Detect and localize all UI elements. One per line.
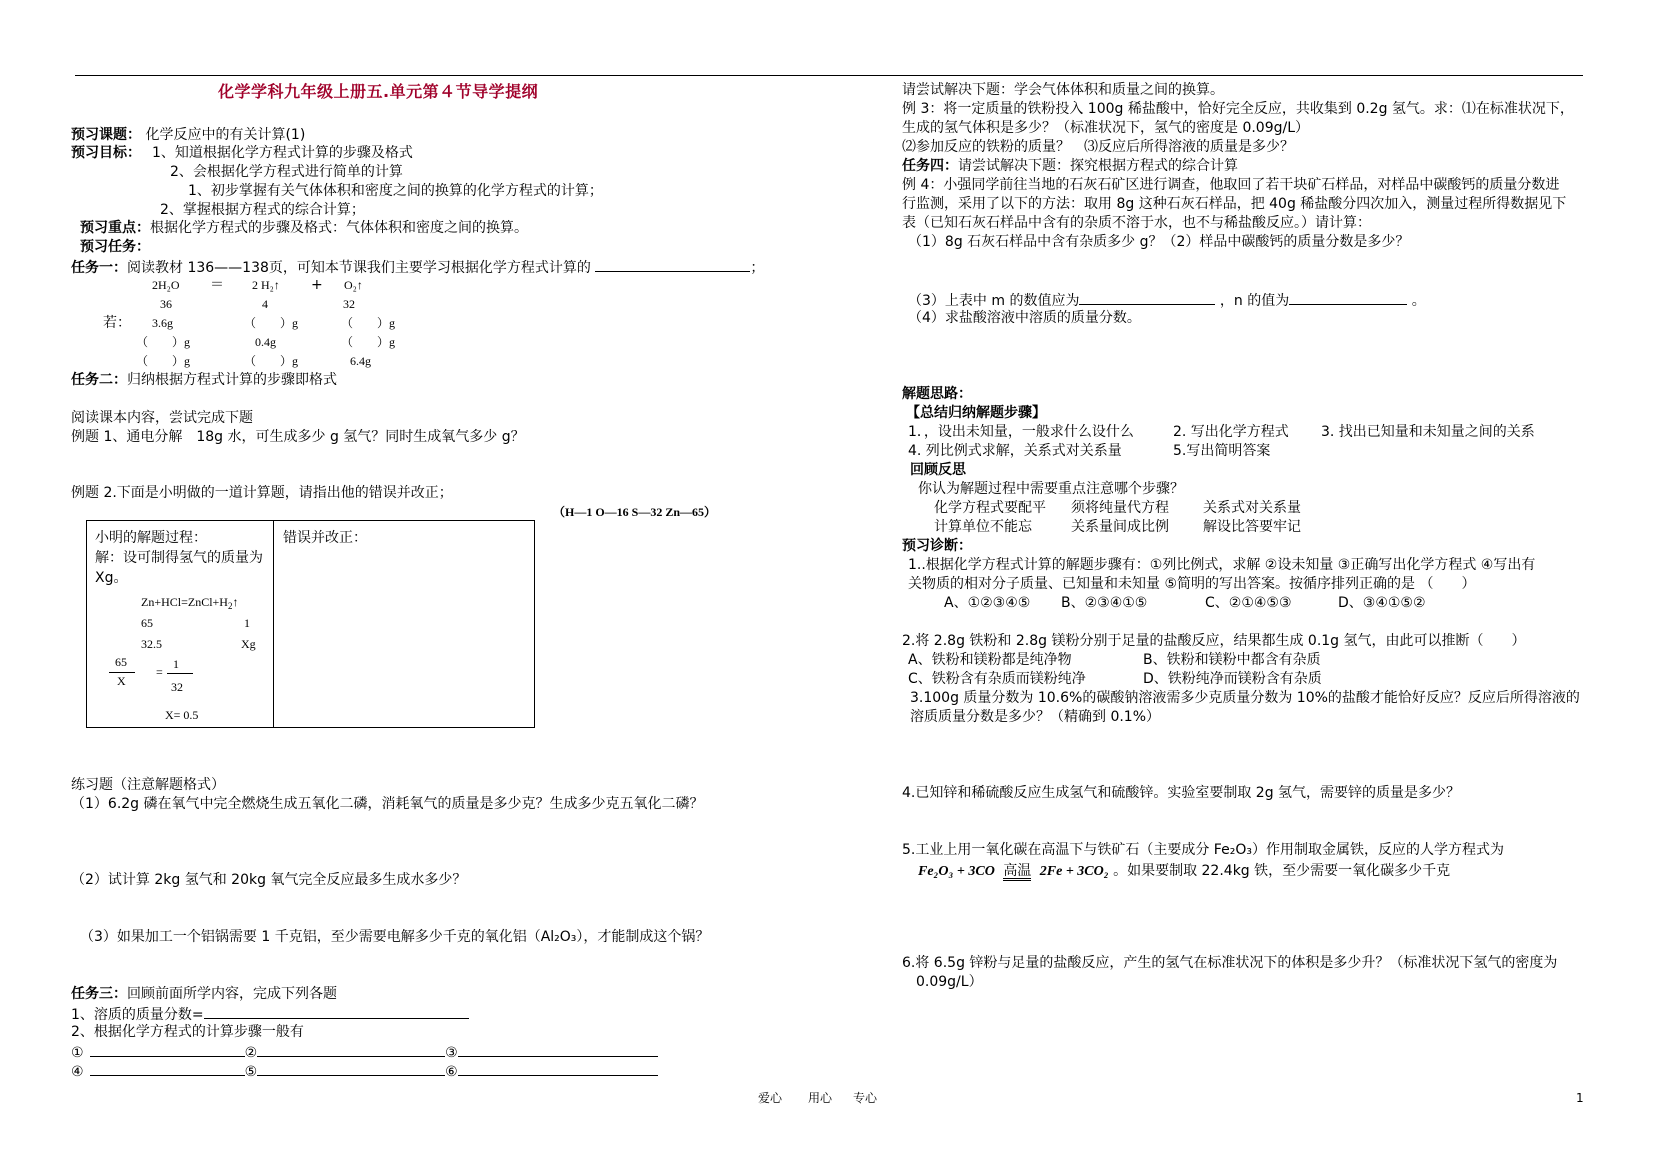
diag-4: 4.已知锌和稀硫酸反应生成氢气和硫酸锌。实验室要制取 2g 氢气，需要锌的质量是多少？ xyxy=(902,785,1461,801)
review-1a: 化学方程式要配平 xyxy=(934,500,1046,516)
question-3-line xyxy=(908,290,1426,310)
mass-fraction-blank[interactable] xyxy=(204,1004,469,1019)
task4-text: 请尝试解决下题：探究根据方程式的综合计算 xyxy=(958,158,1238,174)
practice-1: （1）6.2g 磷在氧气中完全燃烧生成五氧化二磷，消耗氧气的质量是多少克？生成多少克五氧化二磷？ xyxy=(71,796,704,812)
review-heading: 回顾反思 xyxy=(910,462,966,478)
step-2-marker: ② xyxy=(244,1045,258,1061)
diagnosis-heading: 预习诊断： xyxy=(902,538,972,554)
summary-step-4: 4. 列比例式求解，关系式对关系量 xyxy=(908,443,1122,459)
step-2-blank[interactable] xyxy=(257,1042,445,1057)
diag-5-line-2: 。如果要制取 22.4kg 铁，至少需要一氧化碳多少千克 xyxy=(1113,863,1451,879)
box-left-title: 小明的解题过程： xyxy=(95,530,207,546)
task3-text: 回顾前面所学内容，完成下列各题 xyxy=(127,986,337,1002)
diag-1-option-c: C、②①④⑤③ xyxy=(1205,595,1292,611)
diag-1-option-a: A、①②③④⑤ xyxy=(944,595,1031,611)
topic-line xyxy=(71,126,305,144)
example-4-line-3: 表（已知石灰石样品中含有的杂质不溶于水，也不与稀盐酸反应。）请计算： xyxy=(902,215,1371,231)
box-frac2-bottom: 32 xyxy=(171,680,183,694)
example-1: 例题 1、通电分解 18g 水，可生成多少 g 氢气？同时生成氧气多少 g？ xyxy=(71,429,525,445)
solution-table xyxy=(86,520,535,728)
example-4-line-1: 例 4：小强同学前往当地的石灰石矿区进行调查，他取回了若干块矿石样品，对样品中碳酸钙的质量分数进 xyxy=(902,177,1560,193)
box-line-2: Xg。 xyxy=(95,570,128,586)
goal-2: 2、会根据化学方程式进行简单的计算 xyxy=(170,164,403,180)
eq5-reactants: Fe₂O₃ + 3CO xyxy=(918,864,995,879)
task3-item-1-text: 1、溶质的质量分数= xyxy=(71,1007,204,1023)
eq-r3c1: （ ）g xyxy=(136,354,191,368)
example-4-line-2: 行监测，采用了以下的方法：取用 8g 这种石灰石样品，把 40g 稀盐酸分四次加入，测量过程所得数据见下 xyxy=(902,196,1567,212)
atomic-masses: （H—1 O—16 S—32 Zn—65） xyxy=(553,505,717,519)
n-value-blank[interactable] xyxy=(1289,290,1407,305)
approach-heading: 解题思路： xyxy=(902,386,972,402)
diag-5-equation xyxy=(918,862,1450,881)
example-3-line-3: ⑵参加反应的铁粉的质量？ ⑶反应后所得溶液的质量是多少？ xyxy=(902,139,1294,155)
eq-r1c1: 3.6g xyxy=(152,316,173,330)
box-frac2-bar xyxy=(167,673,193,674)
header-rule xyxy=(75,75,1583,76)
diag-1-option-b: B、②③④①⑤ xyxy=(1061,595,1148,611)
summary-step-5: 5.写出简明答案 xyxy=(1173,443,1271,459)
diag-5-line-1: 5.工业上用一氧化碳在高温下与铁矿石（主要成分 Fe₂O₃）作用制取金属铁，反应的人学方程式为 xyxy=(902,842,1504,858)
task1-text: 阅读教材 136——138页，可知本节课我们主要学习根据化学方程式计算的 xyxy=(127,260,591,276)
topic-text: 化学反应中的有关计算(1) xyxy=(145,127,306,143)
practice-3: （3）如果加工一个铝锅需要 1 千克铝，至少需要电解多少千克的氧化铝（Al₂O₃），才能制成这个锅？ xyxy=(80,929,710,945)
task2-text: 归纳根据方程式计算的步骤即格式 xyxy=(127,372,337,388)
box-result: X= 0.5 xyxy=(165,708,199,722)
goal-3: 1、初步掌握有关气体体积和密度之间的换算的化学方程式的计算； xyxy=(188,183,603,199)
box-frac1-top: 65 xyxy=(115,655,127,669)
review-2a: 计算单位不能忘 xyxy=(934,519,1032,535)
page-title: 化学学科九年级上册五.单元第４节导学提纲 xyxy=(218,82,539,101)
diag-6-line-1: 6.将 6.5g 锌粉与足量的盐酸反应，产生的氢气在标准状况下的体积是多少升？（标准状况下氢气的密度为 xyxy=(902,955,1558,971)
box-reaction-text: Zn+HCl=ZnCl+H xyxy=(141,595,228,609)
step-6-blank[interactable] xyxy=(458,1061,658,1076)
box-mass-1: 1 xyxy=(244,616,250,630)
diag-2-option-b: B、铁粉和镁粉中都含有杂质 xyxy=(1143,652,1321,668)
task1-end: ； xyxy=(750,260,765,276)
eq5-products: 2Fe + 3CO₂ xyxy=(1039,864,1109,879)
example-3-line-1: 例 3：将一定质量的铁粉投入 100g 稀盐酸中，恰好完全反应，共收集到 0.2g 氢气。求：⑴在标准状况下， xyxy=(902,101,1574,117)
eq-mass-2: 4 xyxy=(262,297,268,311)
review-1b: 须将纯量代方程 xyxy=(1071,500,1169,516)
m-value-blank[interactable] xyxy=(1079,290,1215,305)
eq-h2: 2 H₂↑ xyxy=(252,278,280,292)
task4-label: 任务四： xyxy=(902,158,958,174)
summary-step-1: 1．，设出未知量，一般求什么设什么 xyxy=(908,424,1134,440)
read-instruction: 阅读课本内容，尝试完成下题 xyxy=(71,410,253,426)
eq-mass-3: 32 xyxy=(343,297,355,311)
topic-label: 预习课题： xyxy=(71,127,141,143)
review-2b: 关系量间成比例 xyxy=(1071,519,1169,535)
box-value-xg: Xg xyxy=(241,637,256,651)
step-5-blank[interactable] xyxy=(257,1061,445,1076)
eq-plus: + xyxy=(311,277,323,293)
q3-text-a: （3）上表中 m 的数值应为 xyxy=(908,293,1080,309)
steps-row-2 xyxy=(71,1061,658,1081)
step-3-marker: ③ xyxy=(445,1045,458,1061)
task3-line xyxy=(71,985,337,1003)
task1-line xyxy=(71,257,764,277)
step-4-blank[interactable] xyxy=(90,1061,245,1076)
step-4-marker: ④ xyxy=(71,1064,84,1080)
box-frac1-bottom: X xyxy=(117,674,126,688)
goal-4: 2、掌握根据方程式的综合计算； xyxy=(160,202,365,218)
goal-1: 1、知道根据化学方程式计算的步骤及格式 xyxy=(152,145,413,161)
box-right-title: 错误并改正： xyxy=(283,530,367,546)
right-intro: 请尝试解决下题：学会气体体积和质量之间的换算。 xyxy=(902,82,1224,98)
example-2: 例题 2.下面是小明做的一道计算题，请指出他的错误并改正； xyxy=(71,485,453,501)
task3-label: 任务三： xyxy=(71,986,127,1002)
box-equals: = xyxy=(156,665,163,679)
focus-line xyxy=(80,219,528,237)
eq-r1c3: （ ）g xyxy=(341,316,396,330)
summary-step-3: 3. 找出已知量和未知量之间的关系 xyxy=(1321,424,1535,440)
task1-blank[interactable] xyxy=(595,257,750,272)
diag-3-line-1: 3.100g 质量分数为 10.6%的碳酸钠溶液需多少克质量分数为 10%的盐酸才能恰好反应？反应后所得溶液的 xyxy=(910,690,1580,706)
step-1-blank[interactable] xyxy=(90,1042,245,1057)
footer-text-2: 用心 xyxy=(808,1091,833,1105)
eq-mass-1: 36 xyxy=(160,297,172,311)
eq-h2o: 2H₂O xyxy=(152,278,180,292)
diag-1-line-2: 关物质的相对分子质量、已知量和未知量 ⑤简明的写出答案。按循序排列正确的是 （ ） xyxy=(908,576,1476,592)
review-2c: 解设比答要牢记 xyxy=(1203,519,1301,535)
focus-text: 根据化学方程式的步骤及格式：气体体积和密度之间的换算。 xyxy=(150,220,528,236)
diag-1-line-1: 1..根据化学方程式计算的解题步骤有：①列比例式，求解 ②设未知量 ③正确写出化学方程式 ④写出有 xyxy=(908,557,1536,573)
diag-2-option-c: C、铁粉含有杂质而镁粉纯净 xyxy=(908,671,1086,687)
focus-label: 预习重点： xyxy=(80,220,150,236)
diag-6-line-2: 0.09g/L） xyxy=(916,974,983,990)
task2-line xyxy=(71,371,337,389)
step-6-marker: ⑥ xyxy=(445,1064,458,1080)
diag-2: 2.将 2.8g 铁粉和 2.8g 镁粉分别于足量的盐酸反应，结果都生成 0.1g 氢气，由此可以推断（ ） xyxy=(902,633,1526,649)
eq-if: 若： xyxy=(103,315,131,331)
box-reaction-arrow: ↑ xyxy=(232,595,239,609)
goals-label: 预习目标： xyxy=(71,145,141,161)
eq-r3c2: （ ）g xyxy=(244,354,299,368)
summary-step-2: 2. 写出化学方程式 xyxy=(1173,424,1289,440)
step-5-marker: ⑤ xyxy=(244,1064,258,1080)
eq-o2: O₂↑ xyxy=(344,278,363,292)
eq-r2c3: （ ）g xyxy=(341,335,396,349)
task1-label: 任务一： xyxy=(71,260,127,276)
tasks-label: 预习任务： xyxy=(80,239,150,255)
footer-text-1: 爱心 xyxy=(758,1091,783,1105)
practice-heading: 练习题（注意解题格式） xyxy=(71,777,225,793)
task3-item-2: 2、根据化学方程式的计算步骤一般有 xyxy=(71,1024,304,1040)
practice-2: （2）试计算 2kg 氢气和 20kg 氧气完全反应最多生成水多少？ xyxy=(71,872,467,888)
footer-text-3: 专心 xyxy=(853,1091,878,1105)
eq-equals: ＝ xyxy=(210,277,224,293)
diag-2-option-a: A、铁粉和镁粉都是纯净物 xyxy=(908,652,1072,668)
review-question: 你认为解题过程中需要重点注意哪个步骤？ xyxy=(918,481,1184,497)
eq-r2c1: （ ）g xyxy=(136,335,191,349)
page-number: 1 xyxy=(1576,1091,1584,1105)
box-line-1: 解：设可制得氢气的质量为 xyxy=(95,550,263,566)
step-3-blank[interactable] xyxy=(458,1042,658,1057)
eq5-condition: 高温 xyxy=(1003,863,1032,879)
summary-heading: 【总结归纳解题步骤】 xyxy=(906,405,1046,421)
table-divider xyxy=(273,521,274,727)
step-1-marker: ① xyxy=(71,1045,84,1061)
example-4-questions: （1）8g 石灰石样品中含有杂质多少 g？（2）样品中碳酸钙的质量分数是多少？ xyxy=(908,234,1410,250)
eq-r1c2: （ ）g xyxy=(244,316,299,330)
box-value-325: 32.5 xyxy=(141,637,162,651)
question-4: （4）求盐酸溶液中溶质的质量分数。 xyxy=(908,310,1141,326)
q3-text-b: ，n 的值为 xyxy=(1219,293,1290,309)
eq-r3c3: 6.4g xyxy=(350,354,371,368)
box-reaction xyxy=(141,593,238,615)
box-mass-65: 65 xyxy=(141,616,153,630)
diag-3-line-2: 溶质质量分数是多少？（精确到 0.1%） xyxy=(910,709,1161,725)
diag-1-option-d: D、③④①⑤② xyxy=(1338,595,1426,611)
box-frac2-top: 1 xyxy=(173,657,179,671)
task4-line xyxy=(902,157,1238,175)
steps-row-1 xyxy=(71,1042,658,1062)
example-3-line-2: 生成的氢气体积是多少？（标准状况下，氢气的密度是 0.09g/L） xyxy=(902,120,1310,136)
q3-text-c: 。 xyxy=(1411,293,1426,309)
review-1c: 关系式对关系量 xyxy=(1203,500,1301,516)
task2-label: 任务二： xyxy=(71,372,127,388)
box-reaction-sub: 2 xyxy=(227,601,233,611)
diag-2-option-d: D、铁粉纯净而镁粉含有杂质 xyxy=(1143,671,1322,687)
eq-r2c2: 0.4g xyxy=(255,335,276,349)
task3-item-1 xyxy=(71,1004,469,1024)
